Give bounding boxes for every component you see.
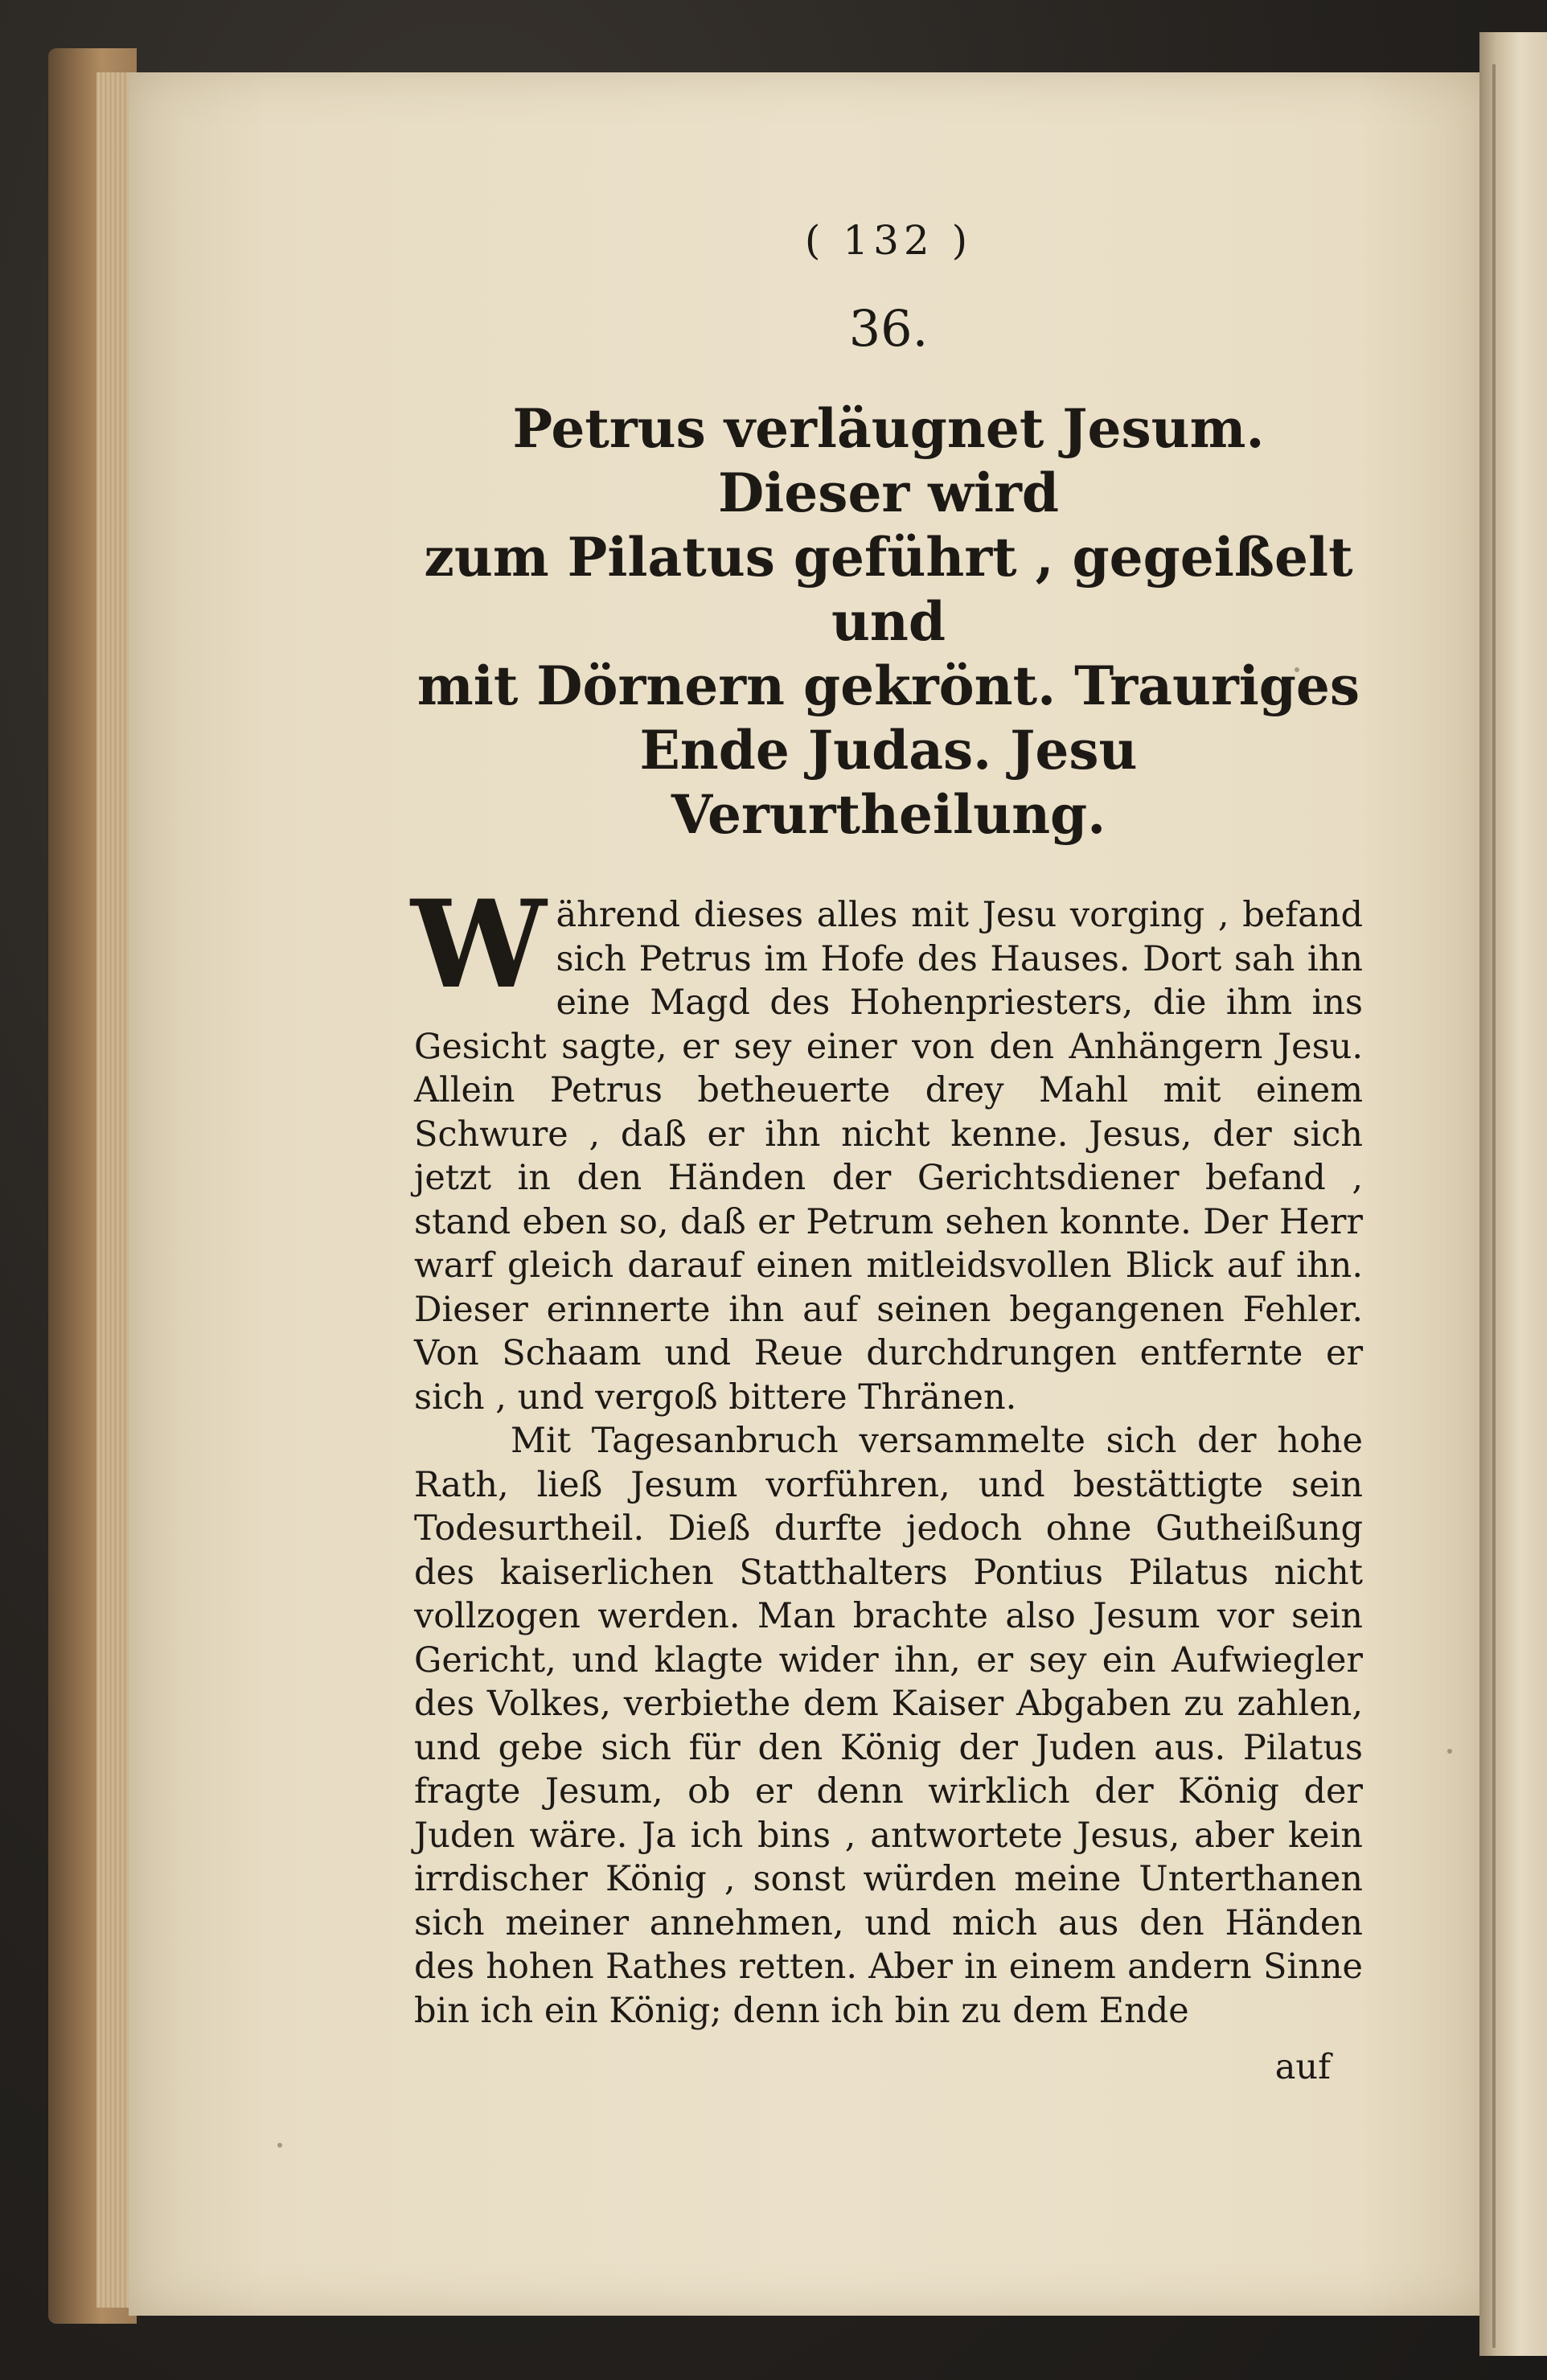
paper-speck: [1447, 1749, 1452, 1754]
drop-cap: W: [411, 874, 547, 1016]
heading-line: Ende Judas. Jesu Verurtheilung.: [639, 719, 1138, 846]
page-content: [411, 217, 1363, 2087]
body-text: [411, 874, 1363, 2033]
paragraph-1-text: ährend dieses alles mit Jesu vorging , befand sich Petrus im Hofe des Hauses. Dort sah ihn eine Magd des Hohenpriesters, die ihm ins Gesicht sagte, er sey einer von den Anhängern Jesu. Allein Petrus betheuerte drey Mahl mit einem Schwure , daß er ihn nicht kenne. Jesus, der sich jetzt in den Händen der Gerichtsdiener befand , stand eben so, daß er Petrum sehen konnte. Der Herr warf gleich darauf einen mitleidsvollen Blick auf ihn. Dieser erinnerte ihn auf seinen begangenen Fehler. Von Schaam und Reue durchdrungen entfernte er sich , und vergoß bittere Thränen.: [414, 895, 1363, 1418]
catchword: auf: [1274, 2047, 1331, 2087]
heading-line: mit Dörnern gekrönt. Trauriges: [416, 654, 1360, 717]
paragraph-2-text: Mit Tagesanbruch versammelte sich der hohe Rath, ließ Jesum vorführen, und bestättigte sein Todesurtheil. Dieß durfte jedoch ohne Gutheißung des kaiserlichen Statthalters Pontius Pilatus nicht vollzogen werden. Man brachte also Jesum vor sein Gericht, und klagte wider ihn, er sey ein Aufwiegler des Volkes, verbiethe dem Kaiser Abgaben zu zahlen, und gebe sich für den König der Juden aus. Pilatus fragte Jesum, ob er denn wirklich der König der Juden wäre. Ja ich bins , antwortete Jesus, aber kein irrdischer König , sonst würden meine Unterthanen sich meiner annehmen, und mich aus den Händen des hohen Rathes retten. Aber in einem andern Sinne bin ich ein König; denn ich bin zu dem Ende: [414, 1421, 1363, 2031]
binding-line: [1492, 64, 1496, 2348]
chapter-heading: [414, 396, 1363, 847]
page-number: ( 132 ): [804, 217, 973, 264]
paper-speck: [277, 2143, 282, 2148]
section-number: 36.: [848, 299, 929, 358]
facing-page-gutter: [1479, 32, 1547, 2356]
heading-line: Petrus verläugnet Jesum. Dieser wird: [512, 397, 1265, 524]
heading-line: zum Pilatus geführt , gegeißelt und: [424, 526, 1353, 653]
paragraph: [411, 874, 1363, 1419]
paragraph: [414, 1419, 1363, 2033]
